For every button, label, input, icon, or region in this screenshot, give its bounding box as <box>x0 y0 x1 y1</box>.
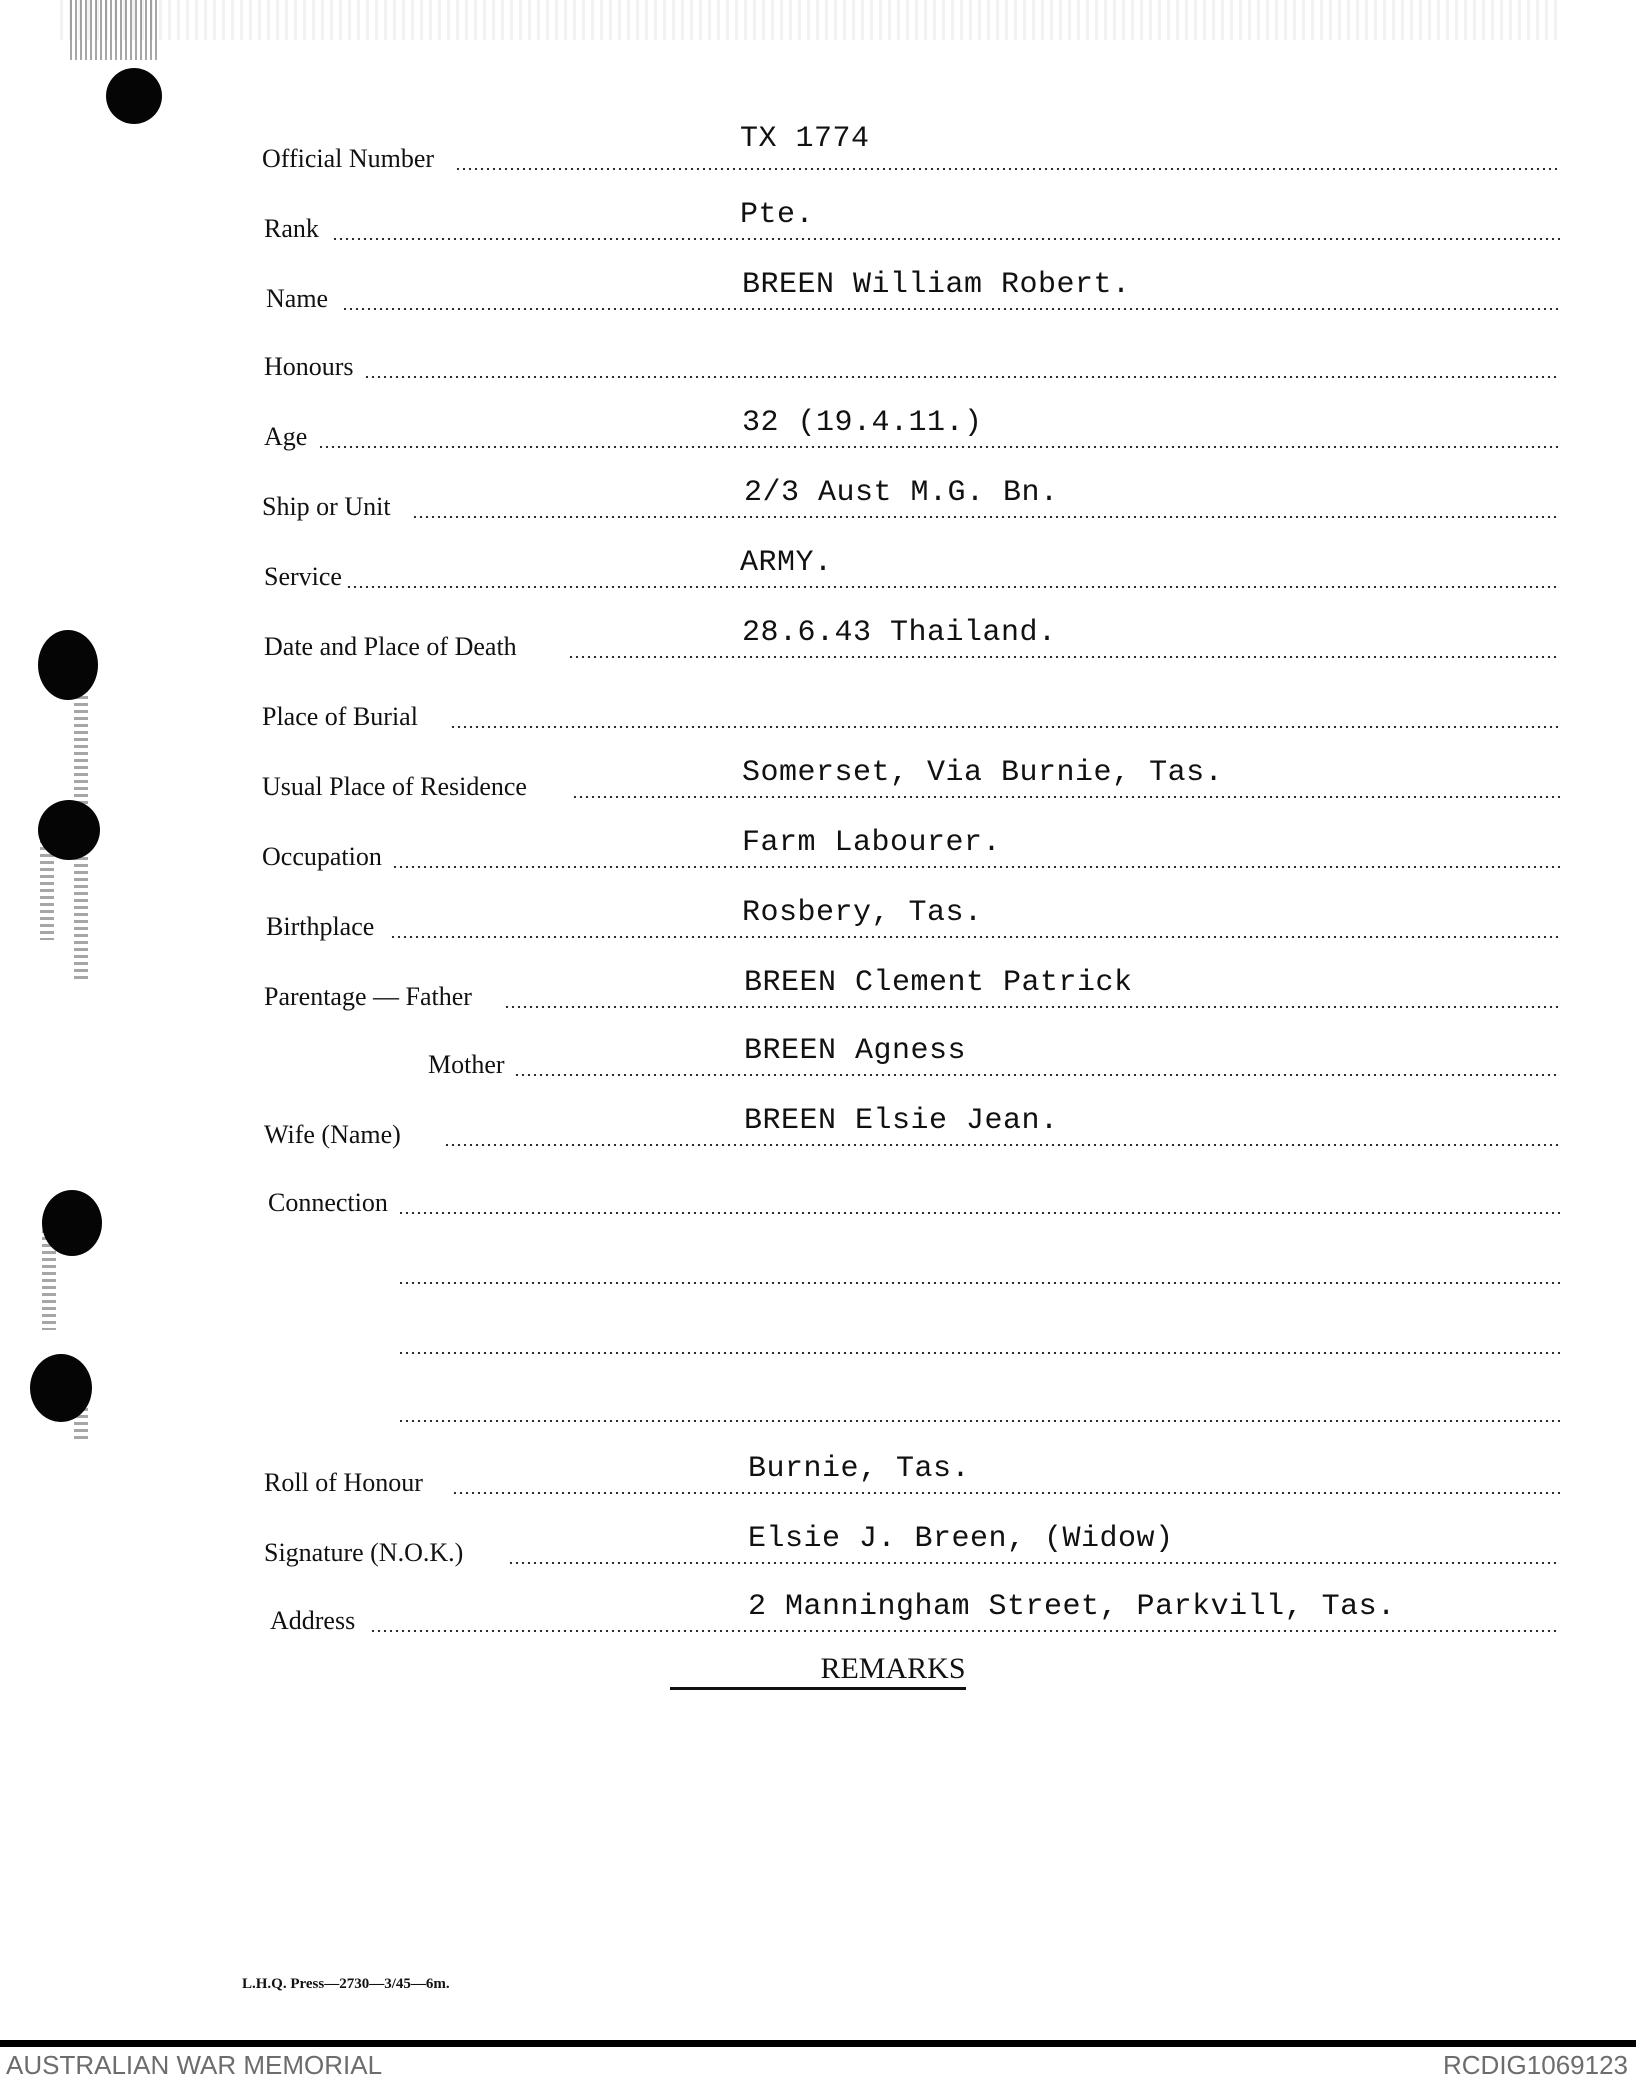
field-official-number <box>0 118 1636 178</box>
field-label: Signature (N.O.K.) <box>264 1538 464 1567</box>
field-occupation <box>0 816 1636 876</box>
dotted-line <box>364 376 1560 378</box>
dotted-line <box>412 516 1560 518</box>
field-value: ARMY. <box>740 546 833 580</box>
field-honours <box>0 326 1636 386</box>
field-value: Elsie J. Breen, (Widow) <box>748 1522 1174 1556</box>
field-value: Rosbery, Tas. <box>742 896 983 930</box>
field-rank <box>0 188 1636 248</box>
dotted-line <box>568 656 1560 658</box>
field-label: Wife (Name) <box>264 1120 401 1149</box>
field-address <box>0 1580 1636 1640</box>
punch-hole <box>106 68 162 124</box>
field-value: 32 (19.4.11.) <box>742 406 983 440</box>
field-label: Birthplace <box>266 912 375 941</box>
field-roll-of-honour <box>0 1442 1636 1502</box>
printer-mark: L.H.Q. Press—2730—3/45—6m. <box>242 1976 450 1992</box>
dotted-line <box>450 726 1560 728</box>
field-mother <box>0 1024 1636 1084</box>
field-value: Pte. <box>740 198 815 232</box>
field-age <box>0 396 1636 456</box>
field-label: Usual Place of Residence <box>262 772 527 801</box>
dotted-line <box>572 796 1560 798</box>
field-ship-or-unit <box>0 466 1636 526</box>
dotted-line <box>370 1630 1560 1632</box>
field-label: Address <box>270 1606 356 1635</box>
field-value: BREEN Clement Patrick <box>744 966 1133 1000</box>
field-label: Occupation <box>262 842 382 871</box>
connection-extra-line <box>0 1232 1636 1292</box>
dotted-line <box>452 1492 1560 1494</box>
field-value: Farm Labourer. <box>742 826 1002 860</box>
field-label: Parentage — Father <box>264 982 472 1011</box>
dotted-line <box>444 1144 1560 1146</box>
dotted-line <box>398 1420 1560 1422</box>
field-value: 28.6.43 Thailand. <box>742 616 1057 650</box>
field-label: Place of Burial <box>262 702 418 731</box>
field-label: Connection <box>268 1188 388 1217</box>
field-name <box>0 258 1636 318</box>
dotted-line <box>514 1074 1560 1076</box>
field-label: Service <box>264 562 342 591</box>
field-label: Honours <box>264 352 354 381</box>
scan-artifact <box>60 0 1560 40</box>
bottom-border <box>0 2040 1636 2047</box>
dotted-line <box>346 586 1560 588</box>
field-label: Ship or Unit <box>262 492 391 521</box>
field-label: Rank <box>264 214 319 243</box>
field-value: BREEN Agness <box>744 1034 967 1068</box>
field-wife-name <box>0 1094 1636 1154</box>
dotted-line <box>455 168 1560 170</box>
field-service <box>0 536 1636 596</box>
field-value: TX 1774 <box>740 122 870 156</box>
field-label: Age <box>264 422 308 451</box>
field-value: BREEN William Robert. <box>742 268 1131 302</box>
field-label: Official Number <box>262 144 435 173</box>
field-date-place-of-death <box>0 606 1636 666</box>
field-usual-residence <box>0 746 1636 806</box>
field-value: 2 Manningham Street, Parkvill, Tas. <box>748 1590 1396 1624</box>
field-place-of-burial <box>0 676 1636 736</box>
field-label: Roll of Honour <box>264 1468 423 1497</box>
connection-extra-line <box>0 1302 1636 1362</box>
field-value: Burnie, Tas. <box>748 1452 971 1486</box>
field-signature-nok <box>0 1512 1636 1572</box>
dotted-line <box>398 1282 1560 1284</box>
footer-institution: AUSTRALIAN WAR MEMORIAL <box>6 2050 383 2080</box>
scan-artifact <box>70 0 160 60</box>
dotted-line <box>398 1212 1560 1214</box>
field-birthplace <box>0 886 1636 946</box>
footer-record-id: RCDIG1069123 <box>1443 2050 1628 2080</box>
field-connection <box>0 1162 1636 1222</box>
field-value: Somerset, Via Burnie, Tas. <box>742 756 1224 790</box>
field-value: 2/3 Aust M.G. Bn. <box>744 476 1059 510</box>
field-label: Date and Place of Death <box>264 632 517 661</box>
field-value: BREEN Elsie Jean. <box>744 1104 1059 1138</box>
dotted-line <box>342 308 1560 310</box>
connection-extra-line <box>0 1370 1636 1430</box>
dotted-line <box>318 446 1560 448</box>
remarks-heading <box>0 1652 1636 1686</box>
dotted-line <box>508 1562 1560 1564</box>
dotted-line <box>390 936 1560 938</box>
field-label: Mother <box>428 1050 505 1079</box>
dotted-line <box>398 1352 1560 1354</box>
remarks-heading-text: REMARKS <box>670 1652 965 1690</box>
dotted-line <box>392 866 1560 868</box>
field-label: Name <box>266 284 329 313</box>
field-parentage-father <box>0 956 1636 1016</box>
dotted-line <box>504 1006 1560 1008</box>
dotted-line <box>332 238 1560 240</box>
